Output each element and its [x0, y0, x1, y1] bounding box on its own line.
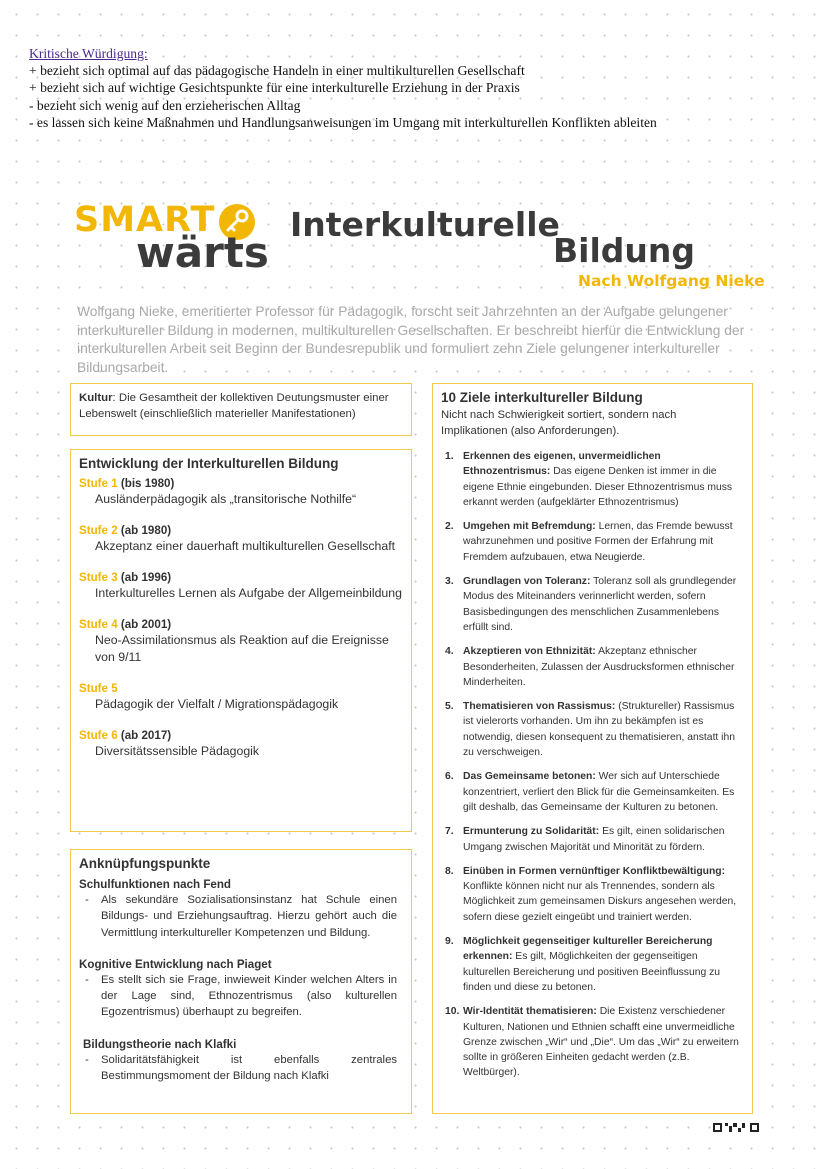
anknuepfungspunkte-box [70, 849, 412, 1114]
goal-text: Toleranz soll als grundlegender Modus des Miteinanders verinnerlicht werden, sofern Basisbedingungen des menschlichen Zusammenlebens erfüllt sind. [463, 576, 737, 633]
entwicklung-title: Entwicklung der Interkulturellen Bildung [79, 456, 339, 471]
goal-title: Wir-Identität thematisieren: [463, 1006, 597, 1018]
goal-text: Es gilt, einen solidarischen Umgang zwischen Majorität und Minorität zu fördern. [463, 826, 725, 853]
goal-number: 2. [445, 521, 454, 533]
ankn-item [79, 972, 403, 1021]
goal-text: Konflikte können nicht nur als Trennendes, sondern als Möglichkeit zum gemeinsamen Diskurs angesehen werden, sofern diese gezielt eingeübt und trainiert werden. [463, 881, 737, 923]
ziele-lead: Nicht nach Schwierigkeit sortiert, sondern nach Implikationen (also Anforderungen). [441, 409, 677, 437]
stage-item [79, 729, 403, 760]
ankn-item [79, 892, 403, 941]
ankn-section-heading: Schulfunktionen nach Fend [79, 878, 232, 891]
goal-number: 8. [445, 865, 454, 877]
goal-item [441, 864, 744, 925]
stage-label: Stufe 1 [79, 477, 118, 490]
notes-line: - es lassen sich keine Maßnahmen und Handlungsanweisungen im Umgang mit interkulturellen Konflikten ableiten [29, 114, 657, 130]
goal-text: Die Existenz verschiedener Kulturen, Nationen und Ethnien schafft eine unvermeidliche Grenze zwischen „Wir“ und „Die“. Um das „Wir“ zu erweitern sollte in größeren Einheiten gedacht werden (z.B. Weltbürger). [463, 1006, 739, 1079]
goal-item [441, 449, 744, 510]
goal-item [441, 934, 744, 995]
stage-item [79, 524, 403, 555]
ankn-dash: - [85, 894, 89, 906]
stage-description: Diversitätssensible Pädagogik [95, 744, 260, 758]
goal-item [441, 519, 744, 565]
goal-text: Das eigene Denken ist immer in die eigene Ethnie eingebunden. Dieser Ethnozentrismus muss erkannt werden (aufgeklärter Ethnozentrismus) [463, 466, 733, 508]
goal-number: 1. [445, 451, 454, 462]
stage-description: Akzeptanz einer dauerhaft multikulturellen Gesellschaft [95, 539, 396, 553]
stage-description: Interkulturelles Lernen als Aufgabe der Allgemeinbildung [95, 586, 402, 600]
stage-label: Stufe 4 [79, 618, 118, 631]
goal-title: Erkennen des eigenen, unvermeidlichen Ethnozentrismus: [463, 451, 661, 478]
kultur-term: Kultur [79, 392, 113, 404]
goal-item [441, 824, 744, 855]
goal-text: Akzeptanz ethnischer Besonderheiten, Zulassen der Ausdrucksformen ethnischer Minderheiten. [463, 646, 735, 688]
goal-item [441, 1004, 744, 1080]
critical-notes [29, 45, 809, 131]
smartwaerts-logo [74, 200, 274, 280]
goal-item [441, 699, 744, 760]
goal-title: Thematisieren von Rassismus: [463, 701, 616, 713]
notes-heading: Kritische Würdigung: [29, 46, 148, 61]
page-title-line1: Interkulturelle [290, 205, 560, 244]
ankn-text: Solidaritätsfähigkeit ist ebenfalls zentrales Bestimmungsmoment der Bildung nach Klafki [101, 1053, 397, 1083]
goal-number: 9. [445, 936, 454, 948]
stage-description: Neo-Assimilationsmus als Reaktion auf die Ereignisse von 9/11 [95, 633, 389, 664]
notes-line: + bezieht sich optimal auf das pädagogische Handeln in einer multikulturellen Gesellschaft [29, 63, 525, 79]
stage-date: (ab 1980) [117, 524, 172, 537]
goal-number: 6. [445, 771, 454, 783]
ankn-text: Als sekundäre Sozialisationsinstanz hat Schule einen Bildungs- und Erziehungsauftrag. Hierzu gehört auch die Vermittlung interkultureller Kompetenzen und Bildung. [101, 894, 397, 939]
ziele-box [432, 383, 753, 1114]
ankn-text: Es stellt sich sie Frage, inwieweit Kinder welchen Alters in der Lage sind, Ethnozentrismus (also kulturellen Egozentrismus) überhaupt zu begreifen. [101, 973, 397, 1019]
stage-item [79, 682, 403, 713]
stage-label: Stufe 6 [79, 729, 118, 742]
kultur-definition: : Die Gesamtheit der kollektiven Deutungsmuster einer Lebenswelt (einschließlich materieller Manifestationen) [79, 392, 389, 420]
goal-title: Einüben in Formen vernünftiger Konfliktbewältigung: [463, 865, 726, 877]
logo-text-smart: SMART [74, 200, 216, 240]
stage-date: (bis 1980) [117, 477, 175, 490]
goal-text: Es gilt, Möglichkeiten der gegenseitigen kulturellen Bereicherung und positiven Beeinflussung zu finden und diese zu betonen. [463, 951, 721, 993]
goal-number: 3. [445, 576, 454, 588]
goal-item [441, 574, 744, 635]
ankn-section-heading: Bildungstheorie nach Klafki [83, 1037, 237, 1051]
qr-code-icon [713, 1123, 759, 1132]
ankn-item [79, 1052, 403, 1085]
goal-title: Akzeptieren von Ethnizität: [463, 646, 596, 658]
goal-title: Ermunterung zu Solidarität: [463, 826, 600, 838]
stage-item [79, 618, 403, 666]
stage-description: Ausländerpädagogik als „transitorische Nothilfe“ [95, 492, 357, 506]
entwicklung-box [70, 449, 412, 832]
ankn-dash: - [85, 1053, 89, 1066]
goal-text: (Struktureller) Rassismus ist vielerorts vorhanden. Um ihn zu bekämpfen ist es notwendig, diesen konsequent zu thematisieren, anstatt ihn zu verschweigen. [463, 701, 735, 759]
stage-date: (ab 2001) [117, 618, 172, 631]
ankn-title: Anknüpfungspunkte [79, 856, 211, 871]
stage-date: (ab 1996) [117, 571, 172, 584]
goal-number: 4. [445, 646, 454, 658]
stage-description: Pädagogik der Vielfalt / Migrationspädagogik [95, 697, 339, 711]
logo-text-waerts: wärts [136, 228, 269, 277]
goal-text: Wer sich auf Unterschiede konzentriert, verliert den Blick für die Gemeinsamkeiten. Es gilt deshalb, das Gemeinsame der Kulturen zu betonen. [463, 771, 735, 813]
intro-paragraph: Wolfgang Nieke, emeritierter Professor für Pädagogik, forscht seit Jahrzehnten an der Aufgabe gelungener interkultureller Bildung in modernen, multikulturellen Gesellschaften. Er beschreibt hierfür die Entwicklung der interkulturellen Arbeit seit Beginn der Bundesrepublik und formuliert zehn Ziele gelungener interkultureller Bildungsarbeit. [77, 304, 745, 375]
goal-title: Umgehen mit Befremdung: [463, 521, 596, 533]
goal-item [441, 644, 744, 690]
stage-item [79, 571, 403, 602]
stage-label: Stufe 3 [79, 571, 118, 584]
notes-line: - bezieht sich wenig auf den erzieherischen Alltag [29, 97, 301, 113]
ankn-dash: - [85, 973, 89, 986]
ziele-title: 10 Ziele interkultureller Bildung [441, 390, 643, 405]
stage-label: Stufe 5 [79, 682, 118, 695]
page-title-line2: Bildung [553, 231, 696, 270]
goal-item [441, 769, 744, 815]
goal-title: Möglichkeit gegenseitiger kultureller Bereicherung erkennen: [463, 936, 713, 963]
goal-title: Grundlagen von Toleranz: [463, 576, 591, 588]
ankn-section-heading: Kognitive Entwicklung nach Piaget [79, 957, 272, 971]
stage-date: (ab 2017) [117, 729, 172, 742]
notes-line: + bezieht sich auf wichtige Gesichtspunkte für eine interkulturelle Erziehung in der Praxis [29, 80, 520, 96]
page-subtitle: Nach Wolfgang Nieke [578, 272, 765, 290]
kultur-definition-box [70, 383, 412, 436]
goal-number: 7. [445, 826, 454, 838]
stage-label: Stufe 2 [79, 524, 118, 537]
goal-number: 10. [445, 1006, 460, 1018]
goal-text: Lernen, das Fremde bewusst wahrzunehmen und positive Formen der Erfahrung mit Fremdem aufzubauen, etwa Neugierde. [463, 521, 733, 563]
stage-item [79, 477, 403, 508]
goal-title: Das Gemeinsame betonen: [463, 771, 596, 783]
goal-number: 5. [445, 701, 454, 713]
